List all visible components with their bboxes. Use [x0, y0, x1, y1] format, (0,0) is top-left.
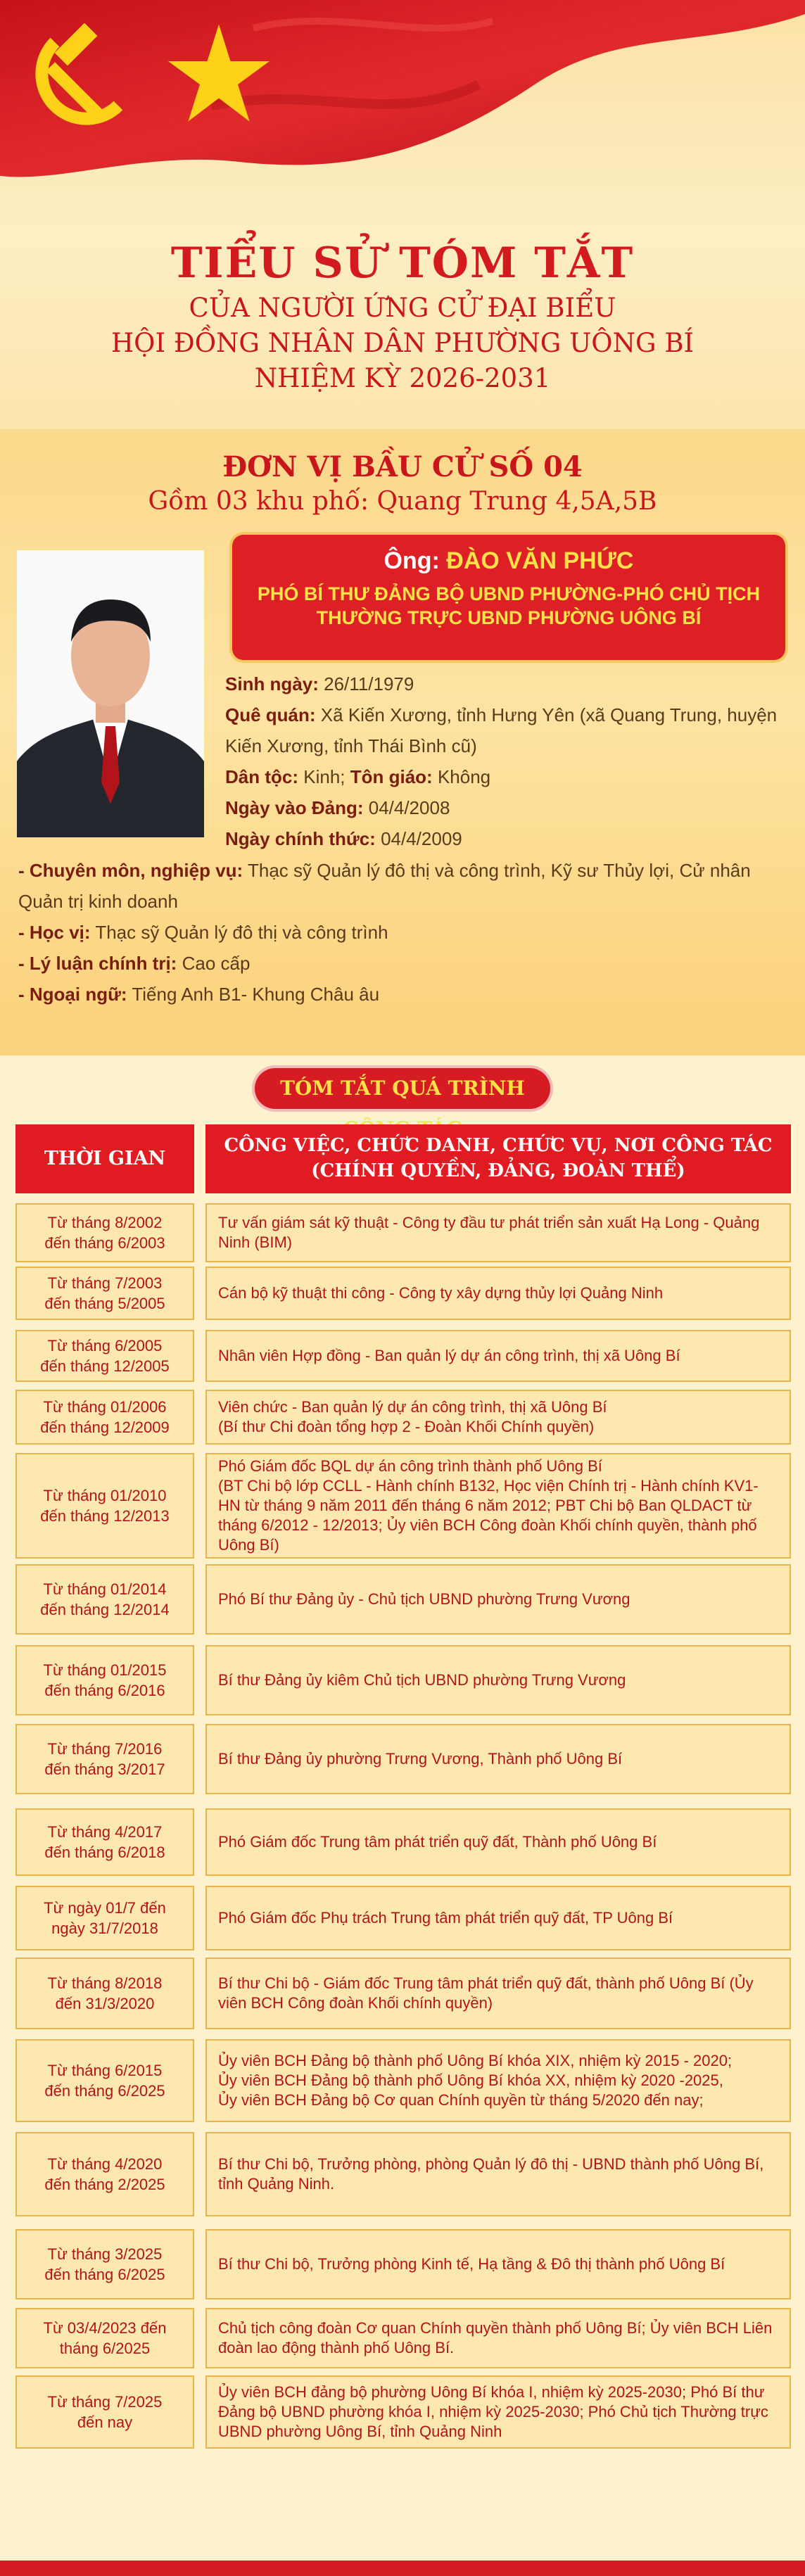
career-row-time: Từ tháng 7/2016 đến tháng 3/2017 [15, 1724, 194, 1794]
career-row-time: Từ tháng 01/2006 đến tháng 12/2009 [15, 1390, 194, 1445]
qualifications [18, 855, 792, 1010]
subtitle-line-3: NHIỆM KỲ 2026-2031 [254, 363, 551, 393]
detail-value: Xã Kiến Xương, tỉnh Hưng Yên (xã Quang Trung, huyện Kiến Xương, tỉnh Thái Bình cũ) [225, 704, 778, 756]
career-row-work: Phó Giám đốc Phụ trách Trung tâm phát triển quỹ đất, TP Uông Bí [205, 1886, 791, 1950]
career-section-title: TÓM TẮT QUÁ TRÌNH [255, 1068, 550, 1109]
detail-ethnicity-religion [225, 761, 788, 792]
electoral-unit-subtitle: Gồm 03 khu phố: Quang Trung 4,5A,5B [148, 487, 657, 516]
candidate-name-box [232, 535, 785, 660]
qual-specialty [18, 855, 792, 917]
detail-hometown [225, 699, 788, 761]
career-row-time: Từ tháng 4/2020 đến tháng 2/2025 [15, 2132, 194, 2216]
career-row-time: Từ tháng 01/2010 đến tháng 12/2013 [15, 1453, 194, 1559]
detail-label: Tôn giáo: [350, 766, 433, 787]
career-row-work: Bí thư Đảng ủy phường Trưng Vương, Thành phố Uông Bí [205, 1724, 791, 1794]
candidate-position: PHÓ BÍ THƯ ĐẢNG BỘ UBND PHƯỜNG-PHÓ CHỦ TỊCH THƯỜNG TRỰC UBND PHƯỜNG UÔNG BÍ [257, 583, 761, 628]
detail-official-date [225, 823, 788, 854]
career-row-work: Viên chức - Ban quản lý dự án công trình, thị xã Uông Bí (Bí thư Chi đoàn tổng hợp 2 - Đoàn Khối Chính quyền) [205, 1390, 791, 1445]
name-label: Ông: [384, 547, 440, 574]
name-value: ĐÀO VĂN PHỨC [446, 547, 634, 574]
career-row-work: Phó Giám đốc BQL dự án công trình thành phố Uông Bí (BT Chi bộ lớp CCLL - Hành chính B132, Học viện Chính trị - Hành chính KV1- HN từ tháng 9 năm 2011 đến tháng 6 năm 2012; PBT Chi bộ Ban QLDACT từ tháng 6/2012 - 12/2013; Ủy viên BCH Công đoàn Khối chính quyền, thành phố Uông Bí) [205, 1453, 791, 1559]
electoral-unit-title: ĐƠN VỊ BẦU CỬ SỐ 04 [222, 450, 583, 483]
header-section [0, 0, 805, 429]
detail-label: Ngày vào Đảng: [225, 797, 364, 818]
career-row-time: Từ tháng 8/2002 đến tháng 6/2003 [15, 1203, 194, 1262]
career-row-work: Bí thư Đảng ủy kiêm Chủ tịch UBND phường Trưng Vương [205, 1645, 791, 1715]
detail-value: 26/11/1979 [324, 673, 414, 694]
column-header-time: THỜI GIAN [15, 1124, 194, 1193]
career-row-work: Phó Giám đốc Trung tâm phát triển quỹ đất, Thành phố Uông Bí [205, 1808, 791, 1876]
career-row-work: Cán bộ kỹ thuật thi công - Công ty xây dựng thủy lợi Quảng Ninh [205, 1267, 791, 1320]
qual-value: Cao cấp [182, 953, 251, 974]
qual-label: - Chuyên môn, nghiệp vụ: [18, 860, 243, 881]
subtitle-line-1: CỦA NGƯỜI ỨNG CỬ ĐẠI BIỂU [189, 293, 616, 323]
qual-value: Tiếng Anh B1- Khung Châu âu [132, 984, 380, 1005]
qual-foreign-language [18, 979, 792, 1010]
career-row-time: Từ tháng 7/2003 đến tháng 5/2005 [15, 1267, 194, 1320]
career-section [0, 1055, 805, 2576]
career-row-time: Từ tháng 01/2014 đến tháng 12/2014 [15, 1564, 194, 1635]
detail-value: Không [437, 766, 491, 787]
column-header-work-line1: CÔNG VIỆC, CHỨC DANH, CHỨC VỤ, NƠI CÔNG TÁC [224, 1135, 773, 1156]
profile-section [0, 429, 805, 1055]
career-row-time: Từ tháng 8/2018 đến 31/3/2020 [15, 1958, 194, 2029]
career-row-time: Từ tháng 6/2005 đến tháng 12/2005 [15, 1330, 194, 1382]
detail-value: 04/4/2008 [368, 797, 450, 818]
hammer-sickle-icon [27, 21, 153, 134]
career-row-work: Nhân viên Hợp đồng - Ban quản lý dự án công trình, thị xã Uông Bí [205, 1330, 791, 1382]
career-row-time: Từ tháng 01/2015 đến tháng 6/2016 [15, 1645, 194, 1715]
detail-birthdate [225, 668, 788, 699]
career-row-work: Tư vấn giám sát kỹ thuật - Công ty đầu tư phát triển sản xuất Hạ Long - Quảng Ninh (BIM) [205, 1203, 791, 1262]
career-row-work: Bí thư Chi bộ - Giám đốc Trung tâm phát triển quỹ đất, thành phố Uông Bí (Ủy viên BCH Công đoàn Khối chính quyền) [205, 1958, 791, 2029]
career-row-work: Bí thư Chi bộ, Trưởng phòng, phòng Quản lý đô thị - UBND thành phố Uông Bí, tỉnh Quảng Ninh. [205, 2132, 791, 2216]
detail-label: Dân tộc: [225, 766, 298, 787]
career-row-time: Từ tháng 6/2015 đến tháng 6/2025 [15, 2039, 194, 2122]
qual-degree [18, 917, 792, 948]
qual-label: - Lý luận chính trị: [18, 953, 177, 974]
header-titles [0, 236, 805, 396]
column-header-work-line2: (CHÍNH QUYỀN, ĐẢNG, ĐOÀN THỂ) [311, 1160, 685, 1181]
page-title: TIỂU SỬ TÓM TẮT [170, 239, 635, 288]
bottom-bar [0, 2561, 805, 2576]
star-icon [166, 24, 272, 126]
candidate-photo [17, 550, 204, 837]
qual-political-theory [18, 948, 792, 979]
subtitle-line-2: HỘI ĐỒNG NHÂN DÂN PHƯỜNG UÔNG BÍ [110, 328, 695, 358]
qual-value: Thạc sỹ Quản lý đô thị và công trình [95, 922, 388, 943]
career-row-work: Ủy viên BCH đảng bộ phường Uông Bí khóa I, nhiệm kỳ 2025-2030; Phó Bí thư Đảng bộ UBND phường khóa I, nhiệm kỳ 2025-2030; Phó Chủ tịch Thường trực UBND phường Uông Bí, tỉnh Quảng Ninh [205, 2375, 791, 2449]
career-row-time: Từ tháng 7/2025 đến nay [15, 2375, 194, 2449]
detail-label: Quê quán: [225, 704, 316, 725]
candidate-name [232, 547, 785, 575]
career-row-time: Từ 03/4/2023 đến tháng 6/2025 [15, 2308, 194, 2368]
column-header-work [205, 1124, 791, 1193]
detail-label: Ngày chính thức: [225, 828, 376, 849]
detail-party-join-date [225, 792, 788, 823]
detail-value: 04/4/2009 [381, 828, 462, 849]
qual-label: - Học vị: [18, 922, 91, 943]
career-row-time: Từ ngày 01/7 đến ngày 31/7/2018 [15, 1886, 194, 1950]
career-row-work: Ủy viên BCH Đảng bộ thành phố Uông Bí khóa XIX, nhiệm kỳ 2015 - 2020; Ủy viên BCH Đảng bộ thành phố Uông Bí khóa XX, nhiệm kỳ 2020 -2025, Ủy viên BCH Đảng bộ Cơ quan Chính quyền từ tháng 5/2020 đến nay; [205, 2039, 791, 2122]
portrait-image [17, 550, 204, 837]
qual-value: Thạc sỹ Quản lý đô thị và công trình, Kỹ sư Thủy lợi, Cử nhân Quản trị kinh doanh [18, 860, 751, 912]
career-row-time: Từ tháng 4/2017 đến tháng 6/2018 [15, 1808, 194, 1876]
qual-label: - Ngoại ngữ: [18, 984, 127, 1005]
detail-value: Kinh; [303, 766, 346, 787]
career-row-work: Phó Bí thư Đảng ủy - Chủ tịch UBND phường Trưng Vương [205, 1564, 791, 1635]
detail-label: Sinh ngày: [225, 673, 319, 694]
career-row-time: Từ tháng 3/2025 đến tháng 6/2025 [15, 2229, 194, 2299]
personal-details [225, 668, 788, 854]
career-row-work: Chủ tịch công đoàn Cơ quan Chính quyền thành phố Uông Bí; Ủy viên BCH Liên đoàn lao động thành phố Uông Bí. [205, 2308, 791, 2368]
career-row-work: Bí thư Chi bộ, Trưởng phòng Kinh tế, Hạ tầng & Đô thị thành phố Uông Bí [205, 2229, 791, 2299]
